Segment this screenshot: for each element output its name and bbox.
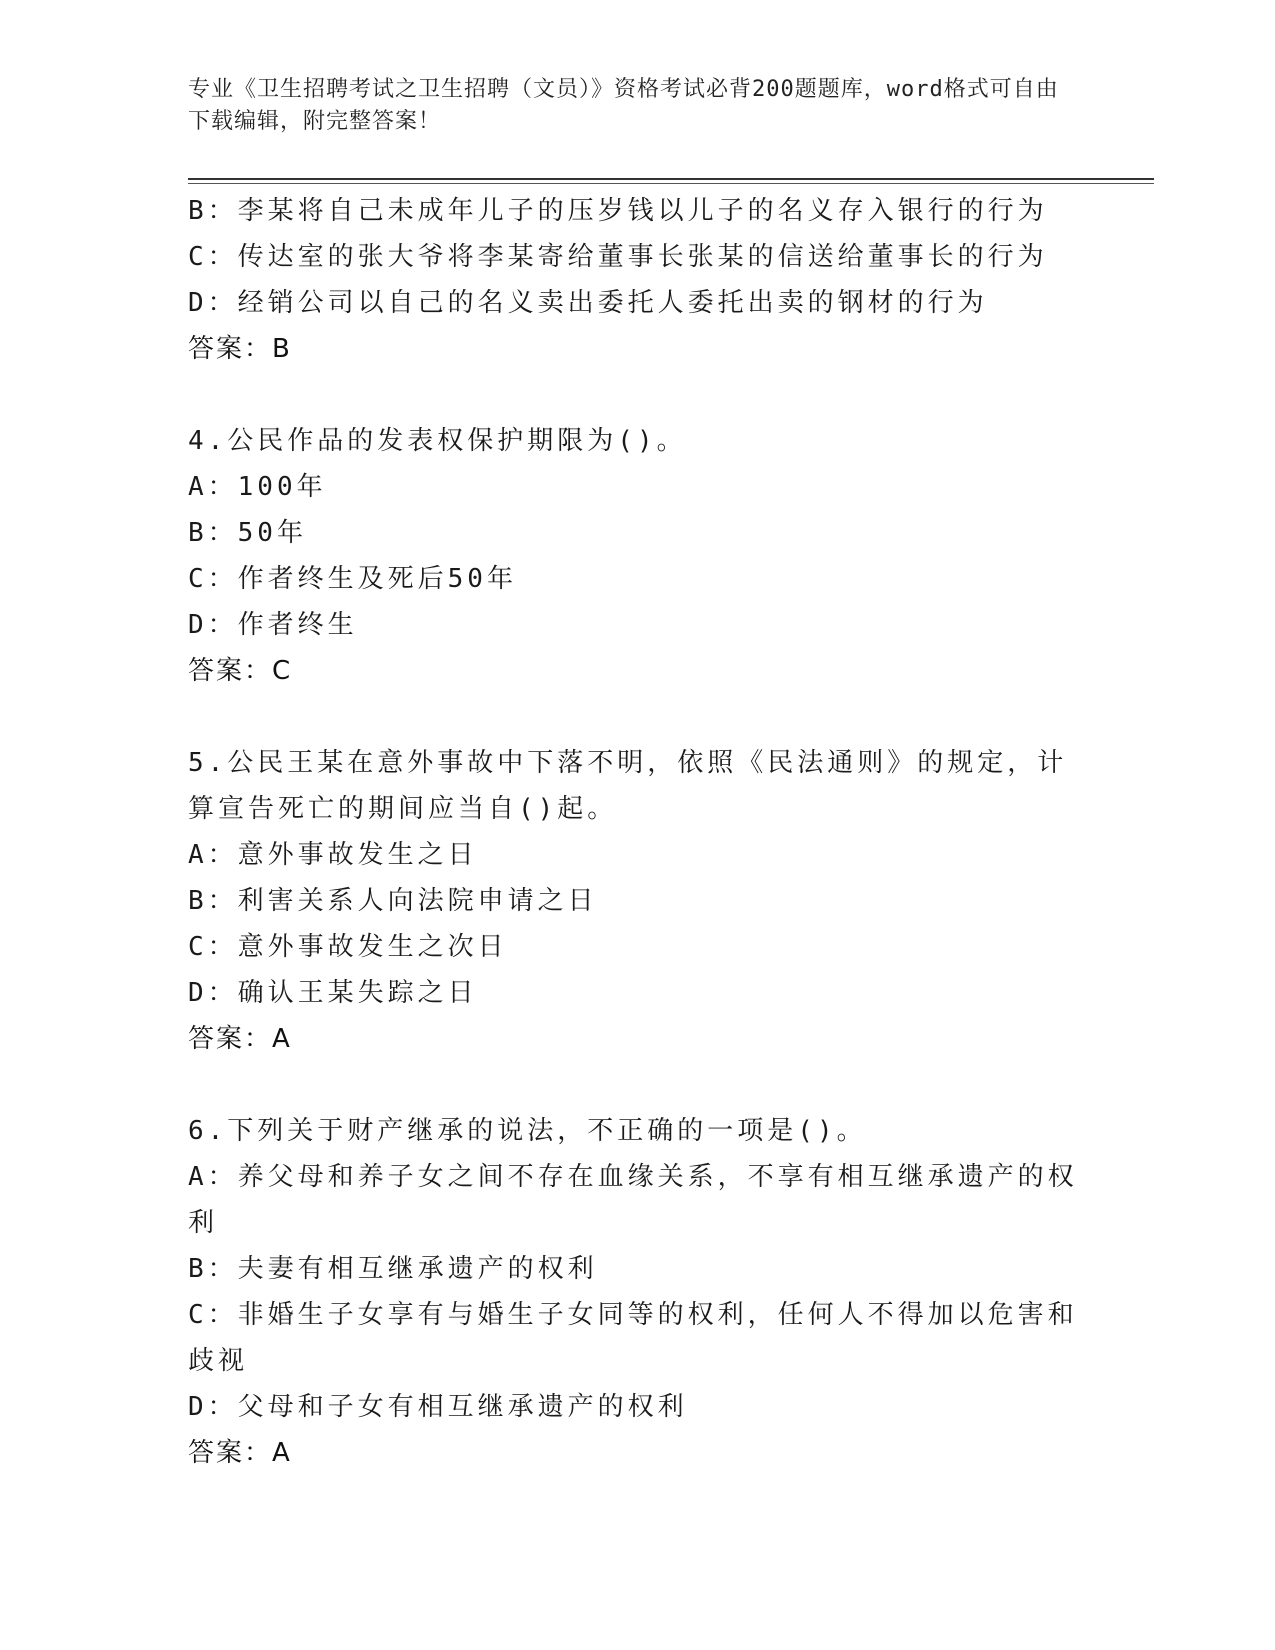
option-d: D：父母和子女有相互继承遗产的权利: [188, 1392, 688, 1422]
question-3-continued: [188, 188, 1088, 372]
answer: 答案：A: [188, 1024, 292, 1054]
option-c: C：传达室的张大爷将李某寄给董事长张某的信送给董事长的行为: [188, 242, 1048, 272]
answer: 答案：A: [188, 1438, 292, 1468]
option-c: C：意外事故发生之次日: [188, 932, 508, 962]
option-c: C：作者终生及死后50年: [188, 564, 517, 594]
document-body: [188, 188, 1088, 1476]
spacer: [188, 694, 1088, 740]
question-text: 6.下列关于财产继承的说法，不正确的一项是()。: [188, 1116, 867, 1146]
option-a: A：100年: [188, 472, 327, 502]
option-b: B：李某将自己未成年儿子的压岁钱以儿子的名义存入银行的行为: [188, 196, 1048, 226]
header-divider-thin: [188, 183, 1154, 184]
option-d: D：作者终生: [188, 610, 358, 640]
question-5: [188, 740, 1088, 1062]
question-6: [188, 1108, 1088, 1476]
header-divider: [188, 178, 1154, 180]
option-d: D：经销公司以自己的名义卖出委托人委托出卖的钢材的行为: [188, 288, 988, 318]
option-a: A：意外事故发生之日: [188, 840, 478, 870]
page-header: 专业《卫生招聘考试之卫生招聘（文员）》资格考试必背200题题库，word格式可自由下载编辑，附完整答案！: [188, 77, 1059, 134]
spacer: [188, 1062, 1088, 1108]
answer: 答案：B: [188, 334, 292, 364]
option-c: C：非婚生子女享有与婚生子女同等的权利，任何人不得加以危害和歧视: [188, 1300, 1078, 1376]
option-b: B：夫妻有相互继承遗产的权利: [188, 1254, 598, 1284]
option-b: B：利害关系人向法院申请之日: [188, 886, 598, 916]
question-text: 4.公民作品的发表权保护期限为()。: [188, 426, 687, 456]
option-d: D：确认王某失踪之日: [188, 978, 478, 1008]
answer: 答案：C: [188, 656, 293, 686]
option-b: B：50年: [188, 518, 307, 548]
spacer: [188, 372, 1088, 418]
question-4: [188, 418, 1088, 694]
option-a: A：养父母和养子女之间不存在血缘关系，不享有相互继承遗产的权利: [188, 1162, 1078, 1238]
question-text: 5.公民王某在意外事故中下落不明，依照《民法通则》的规定，计算宣告死亡的期间应当自()起。: [188, 748, 1068, 824]
